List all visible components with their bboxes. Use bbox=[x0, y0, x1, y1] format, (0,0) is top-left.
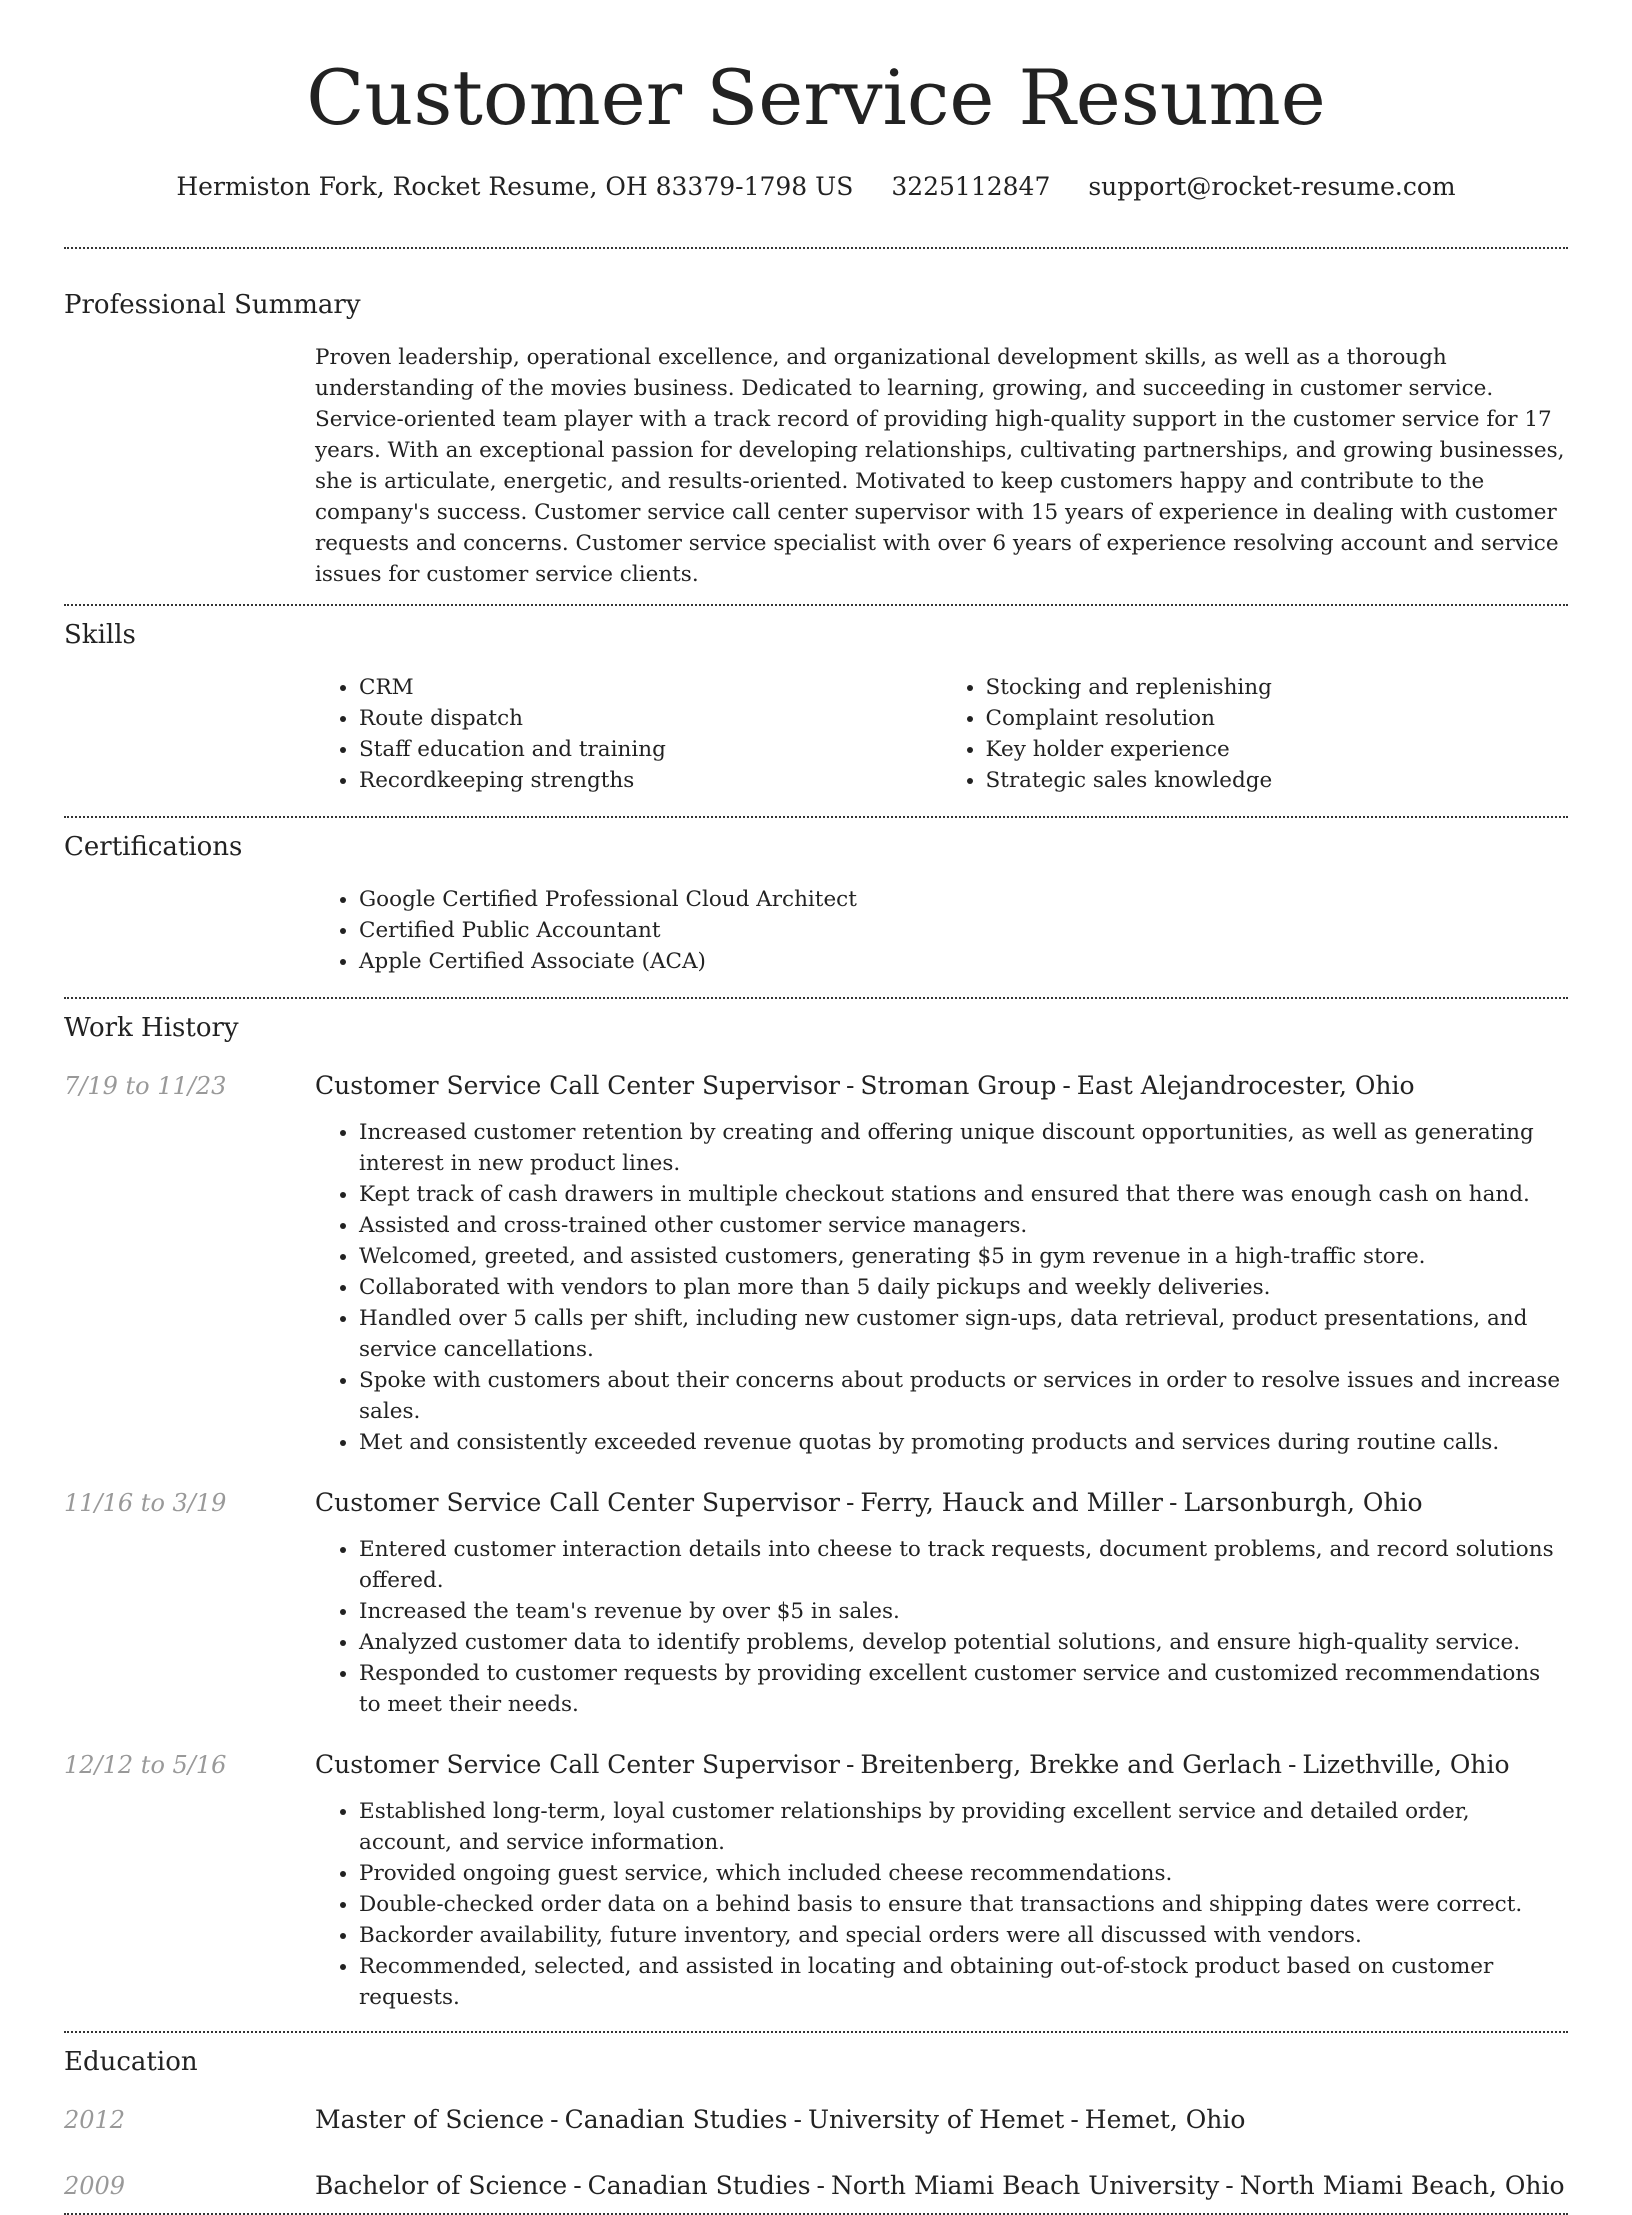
job-position: Customer Service Call Center Supervisor bbox=[315, 1750, 840, 1779]
section-title-education: Education bbox=[64, 2047, 198, 2077]
list-item: • Met and consistently exceeded revenue quotas by promoting products and services during routine calls. bbox=[359, 1427, 1568, 1458]
list-item: • Double-checked order data on a behind basis to ensure that transactions and shipping dates were correct. bbox=[359, 1889, 1568, 1920]
skills-column-right bbox=[942, 672, 1569, 796]
education-degree: Master of Science bbox=[315, 2105, 545, 2134]
separator: - bbox=[550, 2105, 559, 2134]
job-location: Lizethville, Ohio bbox=[1302, 1750, 1510, 1779]
separator: - bbox=[816, 2171, 825, 2200]
list-item: • Spoke with customers about their concerns about products or services in order to resolve issues and increase sales. bbox=[359, 1365, 1568, 1427]
education-title bbox=[315, 2103, 1245, 2137]
separator: - bbox=[845, 1488, 855, 1517]
contact-address: Hermiston Fork, Rocket Resume, OH 83379-1798 US bbox=[176, 172, 854, 201]
list-item: • Collaborated with vendors to plan more than 5 daily pickups and weekly deliveries. bbox=[359, 1272, 1568, 1303]
job-title bbox=[315, 1486, 1568, 1520]
list-item: • Certified Public Accountant bbox=[359, 915, 1568, 946]
job-entry bbox=[64, 1486, 1568, 1720]
list-item: • Established long-term, loyal customer relationships by providing excellent service and detailed order, account, and service information. bbox=[359, 1796, 1568, 1858]
job-entry bbox=[64, 1069, 1568, 1458]
list-item: • CRM bbox=[359, 672, 942, 703]
contact-email: support@rocket-resume.com bbox=[1088, 172, 1456, 201]
job-body bbox=[315, 1748, 1568, 2013]
separator: - bbox=[845, 1750, 855, 1779]
education-location: North Miami Beach, Ohio bbox=[1239, 2171, 1565, 2200]
list-item: • Provided ongoing guest service, which included cheese recommendations. bbox=[359, 1858, 1568, 1889]
list-item: • Increased customer retention by creating and offering unique discount opportunities, as well as generating interest in new product lines. bbox=[359, 1117, 1568, 1179]
resume-page bbox=[64, 0, 1568, 2215]
separator: - bbox=[1070, 2105, 1079, 2134]
list-item: • Analyzed customer data to identify problems, develop potential solutions, and ensure high-quality service. bbox=[359, 1627, 1568, 1658]
divider bbox=[64, 247, 1568, 249]
job-company: Stroman Group bbox=[860, 1071, 1057, 1100]
separator: - bbox=[1168, 1488, 1178, 1517]
divider bbox=[64, 604, 1568, 606]
section-title-skills: Skills bbox=[64, 620, 136, 650]
separator: - bbox=[1062, 1071, 1071, 1100]
job-location: Larsonburgh, Ohio bbox=[1183, 1488, 1423, 1517]
skills-column-left bbox=[315, 672, 942, 796]
job-dates: 12/12 to 5/16 bbox=[64, 1751, 227, 1779]
education-field: Canadian Studies bbox=[587, 2171, 811, 2200]
list-item: • Entered customer interaction details into cheese to track requests, document problems, and record solutions offered. bbox=[359, 1534, 1568, 1596]
list-item: • Handled over 5 calls per shift, including new customer sign-ups, data retrieval, product presentations, and service cancellations. bbox=[359, 1303, 1568, 1365]
education-school: North Miami Beach University bbox=[830, 2171, 1220, 2200]
education-field: Canadian Studies bbox=[564, 2105, 788, 2134]
section-title-work-history: Work History bbox=[64, 1013, 239, 1043]
list-item: • Responded to customer requests by providing excellent customer service and customized recommendations to meet their needs. bbox=[359, 1658, 1568, 1720]
certifications-list bbox=[315, 884, 1568, 977]
summary-content bbox=[315, 342, 1568, 590]
education-school: University of Hemet bbox=[807, 2105, 1065, 2134]
education-entry bbox=[64, 2103, 1568, 2137]
job-dates: 11/16 to 3/19 bbox=[64, 1489, 227, 1517]
job-company: Ferry, Hauck and Miller bbox=[860, 1488, 1163, 1517]
skills-list bbox=[315, 672, 1568, 796]
list-item: • Strategic sales knowledge bbox=[986, 765, 1569, 796]
list-item: • Key holder experience bbox=[986, 734, 1569, 765]
job-location: East Alejandrocester, Ohio bbox=[1076, 1071, 1415, 1100]
job-duties-list bbox=[315, 1534, 1568, 1720]
list-item: • Stocking and replenishing bbox=[986, 672, 1569, 703]
contact-line bbox=[64, 170, 1568, 204]
list-item: • Complaint resolution bbox=[986, 703, 1569, 734]
education-year: 2009 bbox=[64, 2172, 126, 2200]
separator: - bbox=[1287, 1750, 1297, 1779]
separator: - bbox=[845, 1071, 855, 1100]
section-title-summary: Professional Summary bbox=[64, 290, 361, 320]
job-body bbox=[315, 1486, 1568, 1720]
separator: - bbox=[573, 2171, 582, 2200]
summary-text: Proven leadership, operational excellence, and organizational development skills, as well as a thorough understanding of the movies business. Dedicated to learning, growing, and succeeding in customer service. Service-oriented team player with a track record of providing high-quality support in the customer service for 17 years. With an exceptional passion for developing relationships, cultivating partnerships, and growing businesses, she is articulate, energetic, and results-oriented. Motivated to keep customers happy and contribute to the company's success. Customer service call center supervisor with 15 years of experience in dealing with customer requests and concerns. Customer service specialist with over 6 years of experience resolving account and service issues for customer service clients. bbox=[315, 345, 1565, 587]
divider bbox=[64, 2031, 1568, 2033]
education-degree: Bachelor of Science bbox=[315, 2171, 568, 2200]
work-history-list bbox=[64, 1069, 1568, 2013]
separator: - bbox=[793, 2105, 802, 2134]
job-title bbox=[315, 1748, 1568, 1782]
education-location: Hemet, Ohio bbox=[1084, 2105, 1246, 2134]
list-item: • Welcomed, greeted, and assisted customers, generating $5 in gym revenue in a high-traffic store. bbox=[359, 1241, 1568, 1272]
list-item: • Staff education and training bbox=[359, 734, 942, 765]
list-item: • Recordkeeping strengths bbox=[359, 765, 942, 796]
resume-title: Customer Service Resume bbox=[306, 53, 1326, 142]
job-position: Customer Service Call Center Supervisor bbox=[315, 1071, 840, 1100]
list-item: • Backorder availability, future inventory, and special orders were all discussed with vendors. bbox=[359, 1920, 1568, 1951]
list-item: • Kept track of cash drawers in multiple checkout stations and ensured that there was enough cash on hand. bbox=[359, 1179, 1568, 1210]
list-item: • Google Certified Professional Cloud Architect bbox=[359, 884, 1568, 915]
section-title-certifications: Certifications bbox=[64, 832, 243, 862]
list-item: • Recommended, selected, and assisted in locating and obtaining out-of-stock product based on customer requests. bbox=[359, 1951, 1568, 2013]
list-item: • Route dispatch bbox=[359, 703, 942, 734]
divider bbox=[64, 816, 1568, 818]
job-entry bbox=[64, 1748, 1568, 2013]
job-company: Breitenberg, Brekke and Gerlach bbox=[860, 1750, 1282, 1779]
list-item: • Apple Certified Associate (ACA) bbox=[359, 946, 1568, 977]
education-entry bbox=[64, 2169, 1568, 2203]
job-title bbox=[315, 1069, 1568, 1103]
list-item: • Increased the team's revenue by over $5 in sales. bbox=[359, 1596, 1568, 1627]
job-duties-list bbox=[315, 1796, 1568, 2013]
education-title bbox=[315, 2169, 1565, 2203]
contact-phone: 3225112847 bbox=[891, 172, 1051, 201]
divider bbox=[64, 997, 1568, 999]
education-year: 2012 bbox=[64, 2106, 126, 2134]
certifications-content bbox=[315, 884, 1568, 977]
list-item: • Assisted and cross-trained other customer service managers. bbox=[359, 1210, 1568, 1241]
job-dates: 7/19 to 11/23 bbox=[64, 1072, 227, 1100]
job-position: Customer Service Call Center Supervisor bbox=[315, 1488, 840, 1517]
education-list bbox=[64, 2103, 1568, 2203]
separator: - bbox=[1225, 2171, 1234, 2200]
job-body bbox=[315, 1069, 1568, 1458]
job-duties-list bbox=[315, 1117, 1568, 1458]
